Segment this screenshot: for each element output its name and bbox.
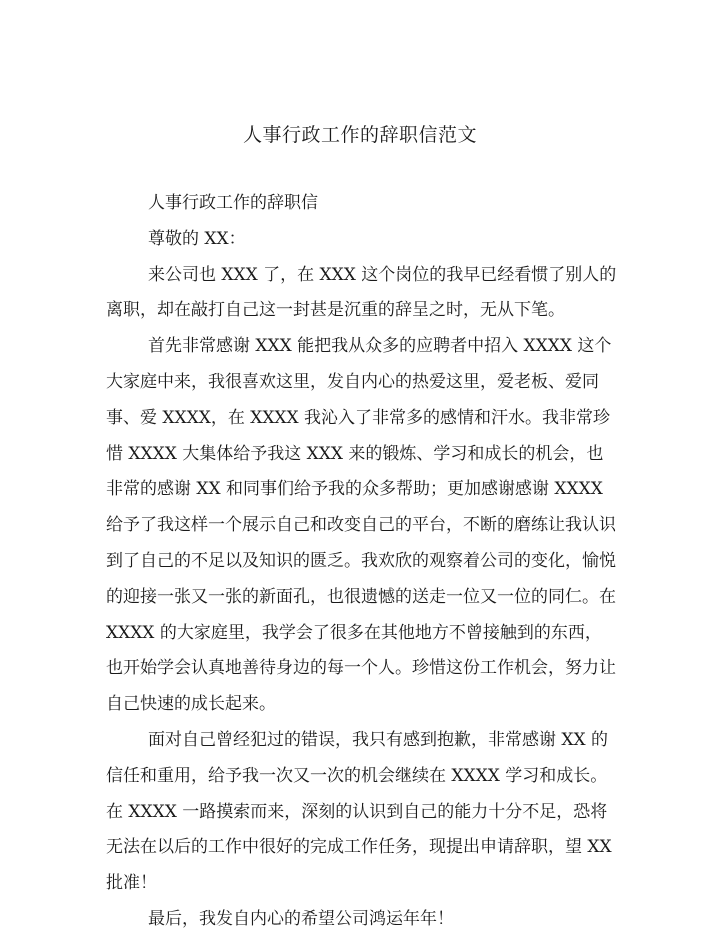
salutation: 尊敬的 XX：	[148, 228, 246, 249]
paragraph-3: 面对自己曾经犯过的错误，我只有感到抱歉，非常感谢 XX 的信任和重用，给予我一次又一次的机会继续在 XXXX 学习和成长。在 XXXX 一路摸索而来，深刻的认识到自己的能力十分不足，恐将无法在以后的工作中很好的完成工作任务，现提出申请辞职，望 XX 批准！	[106, 729, 612, 894]
paragraph-1: 来公司也 XXX 了，在 XXX 这个岗位的我早已经看惯了别人的离职，却在敲打自己这一封甚是沉重的辞呈之时，无从下笔。	[106, 264, 617, 321]
paragraph-4: 最后，我发自内心的希望公司鸿运年年！	[148, 908, 454, 929]
document-title: 人事行政工作的辞职信范文	[242, 124, 477, 146]
document-body	[106, 186, 618, 938]
paragraph-2: 首先非常感谢 XXX 能把我从众多的应聘者中招入 XXXX 这个大家庭中来，我很喜欢这里，发自内心的热爱这里，爱老板、爱同事、爱 XXXX，在 XXXX 我沁入了非常多的感情和汗水。我非常珍惜 XXXX 大集体给予我这 XXX 来的锻炼、学习和成长的机会，也非常的感谢 XX 和同事们给予我的众多帮助；更加感谢感谢 XXXX 给予了我这样一个展示自己和改变自己的平台，不断的磨练让我认识到了自己的不足以及知识的匮乏。我欢欣的观察着公司的变化，愉悦的迎接一张又一张的新面孔，也很遗憾的送走一位又一位的同仁。在 XXXX 的大家庭里，我学会了很多在其他地方不曾接触到的东西，也开始学会认真地善待身边的每一个人。珍惜这份工作机会，努力让自己快速的成长起来。	[106, 336, 616, 715]
subtitle: 人事行政工作的辞职信	[148, 193, 318, 213]
